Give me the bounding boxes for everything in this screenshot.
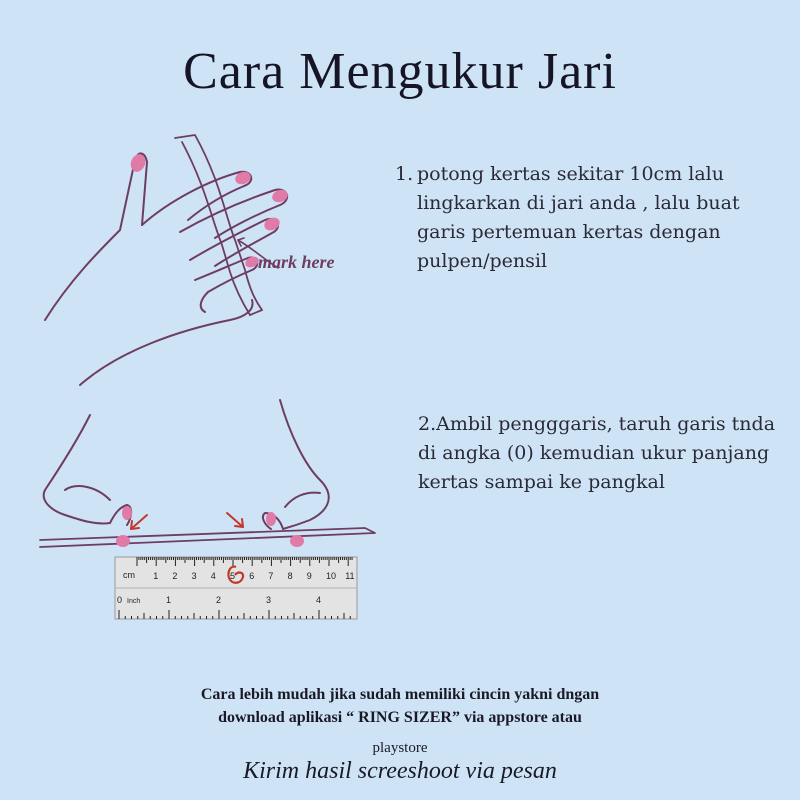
ruler-cm-number: 2 bbox=[172, 571, 178, 581]
ruler bbox=[115, 557, 357, 619]
ruler-cm-number: 6 bbox=[249, 571, 255, 581]
ruler-cm-number: 1 bbox=[153, 571, 159, 581]
ruler-cm-number: 11 bbox=[345, 571, 355, 581]
ruler-cm-number: 10 bbox=[326, 571, 337, 581]
step-1-text: potong kertas sekitar 10cm lalu lingkarkan di jari anda , lalu buat garis pertemuan kertas dengan pulpen/pensil bbox=[417, 163, 740, 272]
ruler-cm-number: 9 bbox=[306, 571, 312, 581]
ruler-inch-label: Inch bbox=[127, 598, 141, 605]
footer-line-2: download aplikasi “ RING SIZER” via appstore atau bbox=[218, 709, 582, 726]
ruler-cm-number: 7 bbox=[268, 571, 274, 581]
ruler-inch-number: 4 bbox=[316, 595, 322, 605]
ruler-cm-number: 3 bbox=[191, 571, 197, 581]
ruler-measure-illustration bbox=[35, 395, 385, 625]
step-2-text: 2.Ambil pengggaris, taruh garis tnda di angka (0) kemudian ukur panjang kertas sampai ke pangkal bbox=[418, 413, 776, 493]
ruler-cm-number: 8 bbox=[287, 571, 293, 581]
ruler-inch-number: 3 bbox=[266, 595, 272, 605]
hand-wrap-illustration bbox=[30, 120, 390, 390]
ruler-inch-number: 2 bbox=[216, 595, 222, 605]
step-1 bbox=[395, 160, 775, 276]
footer-line-1: Cara lebih mudah jika sudah memiliki cincin yakni dngan bbox=[200, 686, 600, 703]
footer-line-4: Kirim hasil screeshoot via pesan bbox=[243, 758, 557, 784]
ruler-inch-number: 1 bbox=[166, 595, 172, 605]
ruler-cm-label: cm bbox=[123, 570, 135, 580]
footer-line-3: playstore bbox=[372, 740, 428, 756]
ruler-cm-number: 4 bbox=[210, 571, 216, 581]
page-title: Cara Mengukur Jari bbox=[183, 43, 617, 100]
step-1-number: 1. bbox=[395, 163, 414, 185]
ruler-cm-number: 5 bbox=[230, 571, 236, 581]
ruler-inch-number: 0 bbox=[117, 595, 123, 605]
mark-here-label: mark here bbox=[258, 252, 335, 272]
